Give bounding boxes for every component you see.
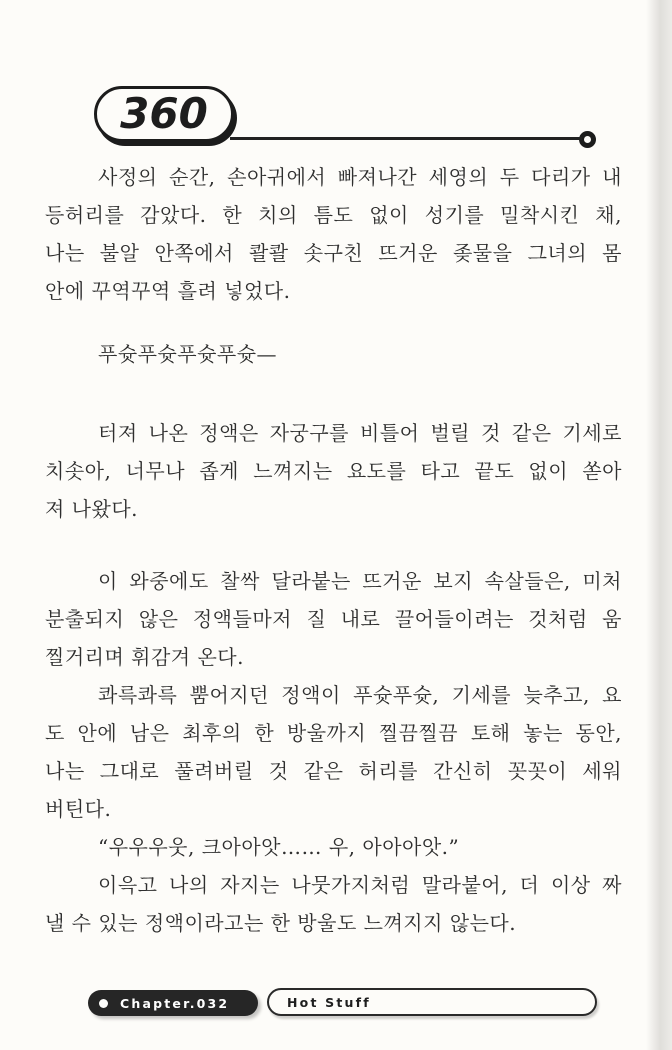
body-line: 나는 그대로 풀려버릴 것 같은 허리를 간신히 꼿꼿이 세워 — [45, 759, 622, 783]
scan-edge-shading — [646, 0, 672, 1050]
bullet-dot-icon — [99, 999, 108, 1008]
body-line: 안에 꾸역꾸역 흘려 넣었다. — [45, 279, 291, 303]
body-line: 나는 불알 안쪽에서 콸콸 솟구친 뜨거운 좆물을 그녀의 몸 — [45, 241, 622, 265]
body-line-dialogue: “우우우웃, 크아아앗…… 우, 아아아앗.” — [98, 835, 460, 859]
body-line: 낼 수 있는 정액이라고는 한 방울도 느껴지지 않는다. — [45, 911, 517, 935]
body-line: 등허리를 감았다. 한 치의 틈도 없이 성기를 밀착시킨 채, — [45, 203, 622, 227]
body-line-sfx: 푸슛푸슛푸슛푸슛— — [98, 342, 278, 366]
body-line: 이윽고 나의 자지는 나뭇가지처럼 말라붙어, 더 이상 짜 — [98, 873, 622, 897]
chapter-badge — [88, 990, 258, 1016]
header-rule — [230, 137, 582, 140]
body-line: 터져 나온 정액은 자궁구를 비틀어 벌릴 것 같은 기세로 — [98, 421, 622, 445]
body-line: 도 안에 남은 최후의 한 방울까지 찔끔찔끔 토해 놓는 동안, — [45, 721, 622, 745]
page-number: 360 — [120, 88, 208, 138]
body-text — [45, 158, 622, 942]
body-line: 콰륵콰륵 뿜어지던 정액이 푸슛푸슛, 기세를 늦추고, 요 — [98, 683, 622, 707]
book-title-badge — [267, 988, 597, 1016]
body-line: 사정의 순간, 손아귀에서 빠져나간 세영의 두 다리가 내 — [98, 165, 622, 189]
book-title-label: Hot Stuff — [287, 994, 371, 1010]
body-line: 이 와중에도 찰싹 달라붙는 뜨거운 보지 속살들은, 미처 — [98, 569, 622, 593]
body-line: 버틴다. — [45, 797, 112, 821]
body-line: 치솟아, 너무나 좁게 느껴지는 요도를 타고 끝도 없이 쏟아 — [45, 459, 622, 483]
body-line: 분출되지 않은 정액들마저 질 내로 끌어들이려는 것처럼 움 — [45, 607, 622, 631]
body-line: 찔거리며 휘감겨 온다. — [45, 645, 244, 669]
body-line: 져 나왔다. — [45, 497, 138, 521]
page-number-badge — [94, 86, 234, 142]
page-footer — [0, 988, 672, 1018]
chapter-label: Chapter.032 — [120, 995, 230, 1011]
